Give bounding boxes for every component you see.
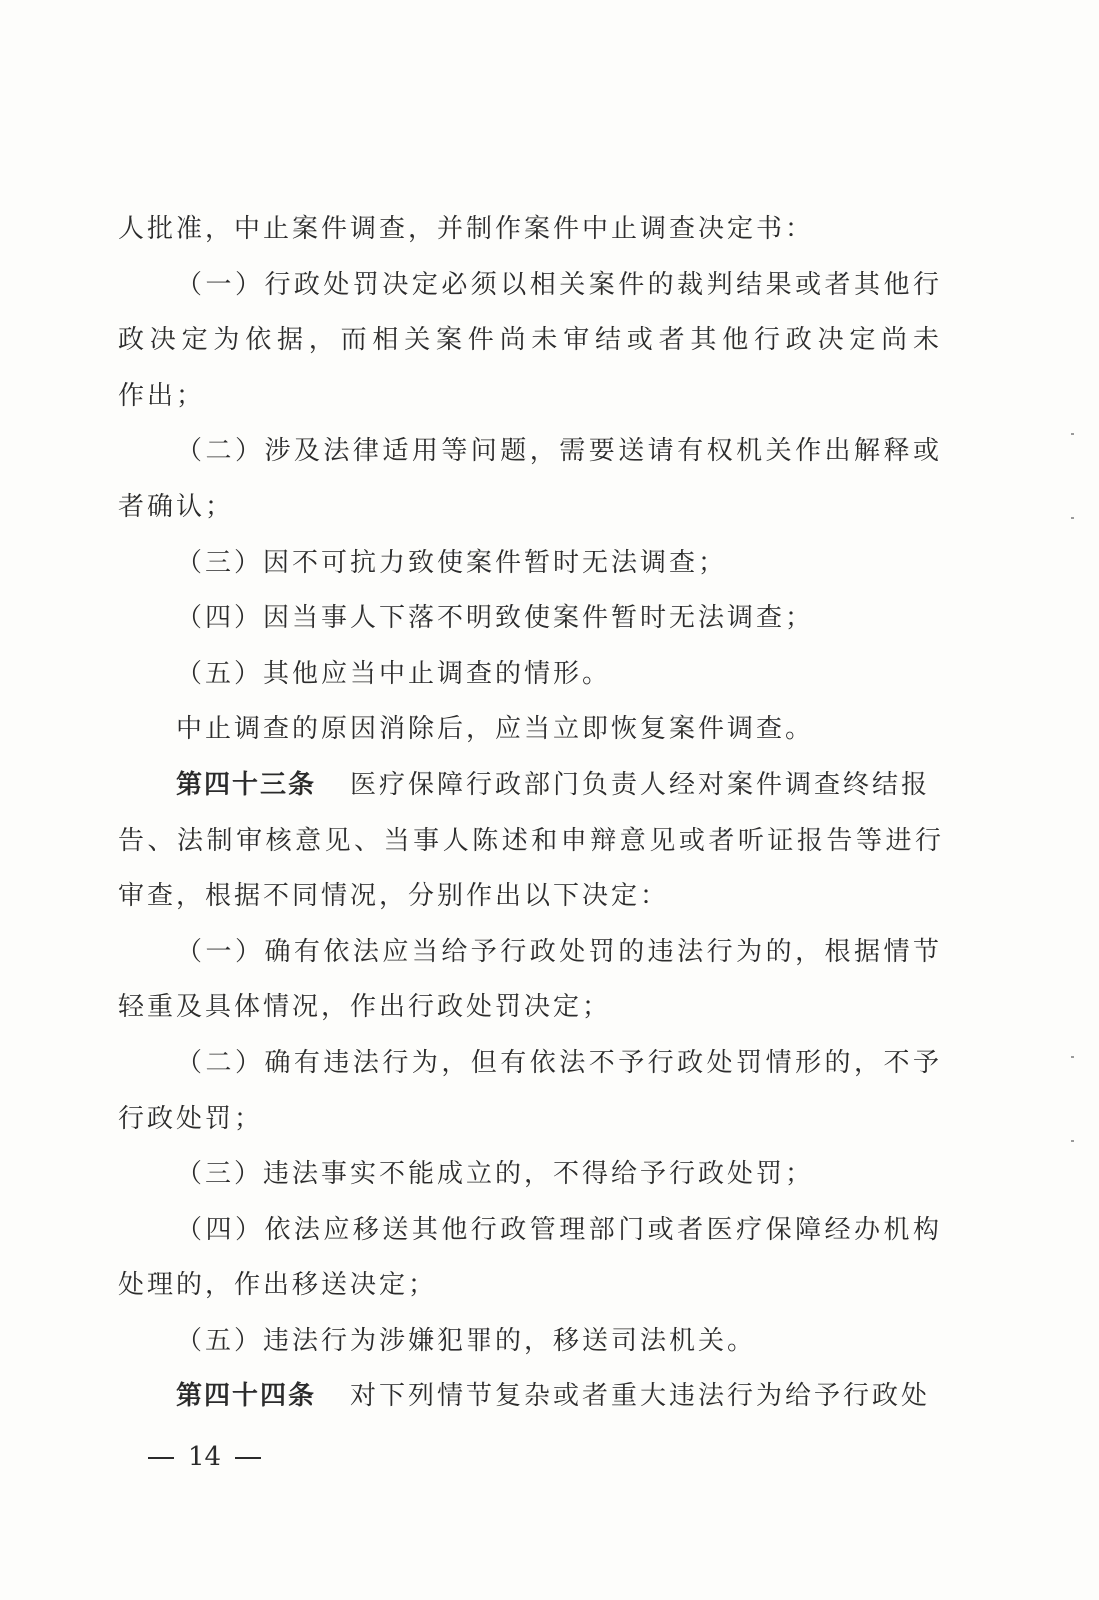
- text-line: （一）确有依法应当给予行政处罚的违法行为的，根据情节: [176, 936, 942, 967]
- text-line: 人批准，中止案件调查，并制作案件中止调查决定书：: [118, 214, 815, 244]
- text-line: （二）确有违法行为，但有依法不予行政处罚情形的，不予: [176, 1047, 942, 1078]
- text-line: 轻重及具体情况，作出行政处罚决定；: [118, 992, 612, 1023]
- scan-mark: [1071, 1140, 1074, 1142]
- text-line: （一）行政处罚决定必须以相关案件的裁判结果或者其他行: [176, 269, 942, 300]
- text-line: （二）涉及法律适用等问题，需要送请有权机关作出解释或: [176, 436, 942, 467]
- dash-right: [235, 1457, 261, 1459]
- text-line: 中止调查的原因消除后，应当立即恢复案件调查。: [176, 714, 815, 745]
- text-line: 政决定为依据，而相关案件尚未审结或者其他行政决定尚未: [118, 325, 942, 356]
- scan-mark: [1071, 1056, 1074, 1058]
- text-line: （三）违法事实不能成立的，不得给予行政处罚；: [176, 1159, 815, 1190]
- dash-left: [148, 1457, 174, 1459]
- text-line: （三）因不可抗力致使案件暂时无法调查；: [176, 547, 728, 578]
- text-line: （四）依法应移送其他行政管理部门或者医疗保障经办机构: [176, 1214, 942, 1245]
- body-text: [118, 202, 942, 1425]
- scan-mark: [1071, 517, 1074, 519]
- text-line: 者确认；: [118, 491, 235, 522]
- page-number: 14: [188, 1442, 222, 1472]
- text-line: 审查，根据不同情况，分别作出以下决定：: [118, 881, 670, 912]
- text-line: （五）其他应当中止调查的情形。: [176, 658, 612, 689]
- scan-mark: [1071, 433, 1074, 435]
- text-line: （五）违法行为涉嫌犯罪的，移送司法机关。: [176, 1325, 757, 1356]
- article-44-line: [118, 1369, 942, 1425]
- text-line: 对下列情节复杂或者重大违法行为给予行政处: [350, 1381, 931, 1412]
- text-line: 作出；: [118, 380, 206, 411]
- text-line: 行政处罚；: [118, 1103, 264, 1134]
- text-line: 医疗保障行政部门负责人经对案件调查终结报: [350, 769, 931, 800]
- article-43-title: 第四十三条: [176, 769, 317, 800]
- text-line: 告、法制审核意见、当事人陈述和申辩意见或者听证报告等进行: [118, 825, 942, 856]
- text-line: 处理的，作出移送决定；: [118, 1270, 438, 1301]
- page-footer: [148, 1442, 261, 1472]
- article-44-title: 第四十四条: [176, 1381, 317, 1412]
- text-line: （四）因当事人下落不明致使案件暂时无法调查；: [176, 603, 815, 634]
- article-43-line: [118, 758, 942, 814]
